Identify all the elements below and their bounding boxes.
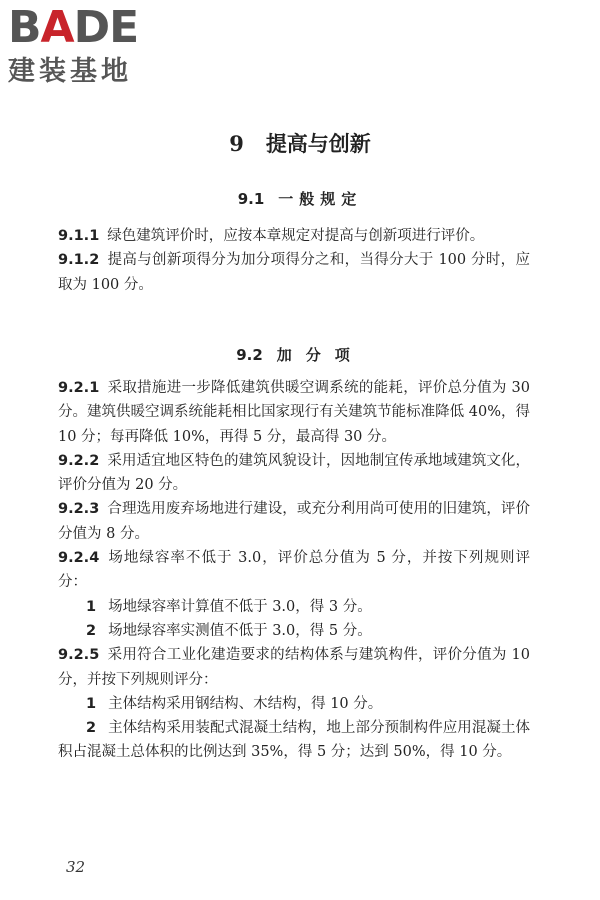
clause-9-2-5-item-1 [58, 692, 530, 716]
clause-number: 9.1.1 [58, 228, 100, 244]
section-9-2-body [58, 376, 530, 765]
logo-subtitle: 建装基地 [8, 56, 132, 87]
clause-text: 采用符合工业化建造要求的结构体系与建筑构件，评价分值为 10 分，并按下列规则评分： [58, 647, 530, 688]
clause-9-2-5-item-2 [58, 716, 530, 765]
logo-wordmark: BADE [8, 2, 139, 53]
item-number: 2 [86, 720, 97, 737]
clause-number: 9.2.4 [58, 550, 100, 567]
section-title: 加分项 [276, 346, 364, 364]
clause-9-2-3 [58, 497, 530, 546]
item-text: 场地绿容率计算值不低于 3.0，得 3 分。 [108, 598, 372, 615]
clause-number: 9.2.1 [58, 380, 100, 396]
bade-logo [8, 4, 178, 88]
clause-9-1-1 [58, 224, 530, 248]
clause-number: 9.2.2 [58, 452, 100, 469]
clause-number: 9.2.5 [58, 647, 100, 664]
item-number: 2 [86, 622, 97, 639]
section-9-1-body [58, 224, 530, 297]
chapter-number: 9 [229, 131, 244, 156]
section-number: 9.1 [237, 190, 265, 208]
item-text: 场地绿容率实测值不低于 3.0，得 5 分。 [108, 622, 372, 639]
clause-number: 9.2.3 [58, 501, 100, 518]
chapter-title: 提高与创新 [265, 131, 371, 156]
clause-text: 绿色建筑评价时，应按本章规定对提高与创新项进行评价。 [107, 228, 485, 244]
section-heading-9-2 [0, 344, 600, 365]
section-heading-9-1 [0, 188, 600, 209]
clause-9-2-4-item-2 [58, 619, 530, 643]
item-number: 1 [86, 598, 97, 615]
item-number: 1 [86, 695, 97, 712]
page-number: 32 [66, 858, 86, 876]
section-number: 9.2 [236, 346, 263, 364]
clause-text: 场地绿容率不低于 3.0，评价总分值为 5 分，并按下列规则评分： [58, 550, 530, 591]
clause-9-2-4 [58, 546, 530, 595]
section-title: 一般规定 [278, 190, 363, 208]
clause-9-2-5 [58, 643, 530, 692]
clause-text: 采取措施进一步降低建筑供暖空调系统的能耗，评价总分值为 30 分。建筑供暖空调系统能耗相比国家现行有关建筑节能标准降低 40%，得 10 分；每再降低 10%，再得 5 分，最高得 30 分。 [58, 380, 530, 445]
clause-text: 提高与创新项得分为加分项得分之和，当得分大于 100 分时，应取为 100 分。 [58, 252, 530, 293]
chapter-heading [0, 128, 600, 158]
item-text: 主体结构采用装配式混凝土结构，地上部分预制构件应用混凝土体积占混凝土总体积的比例达到 35%，得 5 分；达到 50%，得 10 分。 [58, 720, 530, 761]
item-text: 主体结构采用钢结构、木结构，得 10 分。 [108, 695, 383, 712]
clause-9-1-2 [58, 248, 530, 297]
clause-number: 9.1.2 [58, 252, 100, 269]
clause-9-2-4-item-1 [58, 595, 530, 619]
clause-text: 合理选用废弃场地进行建设，或充分利用尚可使用的旧建筑，评价分值为 8 分。 [58, 501, 530, 542]
clause-9-2-1 [58, 376, 530, 449]
clause-9-2-2 [58, 449, 530, 498]
clause-text: 采用适宜地区特色的建筑风貌设计，因地制宜传承地域建筑文化，评价分值为 20 分。 [58, 452, 530, 494]
